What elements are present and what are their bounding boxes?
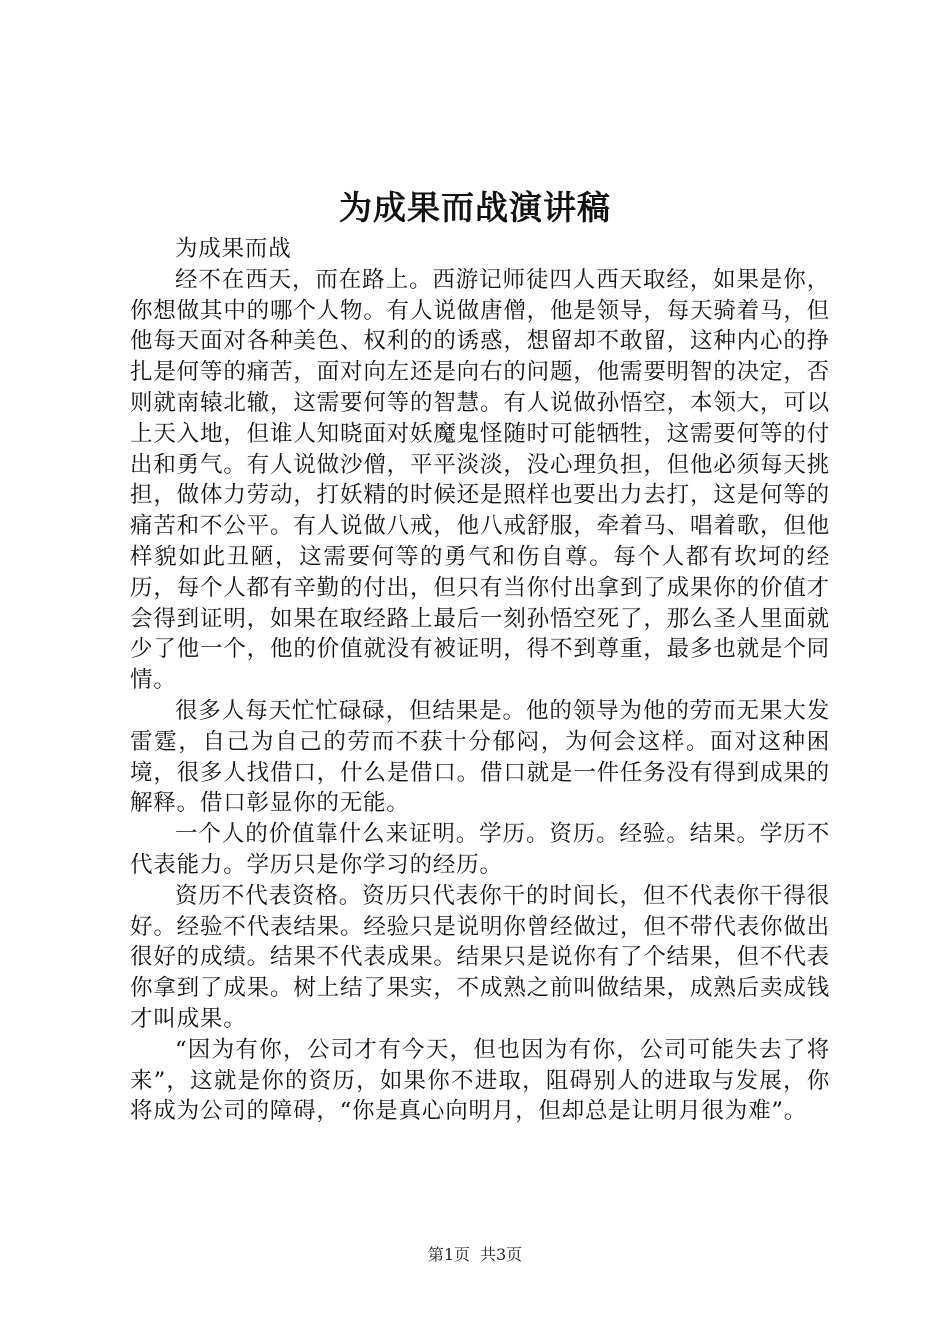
page-number: 第1页 [427, 1245, 470, 1264]
paragraph-value-proof: 一个人的价值靠什么来证明。学历。资历。经验。结果。学历不代表能力。学历只是你学习的经历。 [130, 821, 830, 878]
page-footer [0, 1244, 950, 1266]
paragraph-excuses: 很多人每天忙忙碌碌，但结果是。他的领导为他的劳而无果大发雷霆，自己为自己的劳而不获十分郁闷，为何会这样。面对这种困境，很多人找借口，什么是借口。借口就是一件任务没有得到成果的解释。借口彰显你的无能。 [130, 697, 830, 817]
paragraph-journey-west: 经不在西天，而在路上。西游记师徒四人西天取经，如果是你，你想做其中的哪个人物。有人说做唐僧，他是领导，每天骑着马，但他每天面对各种美色、权利的的诱惑，想留却不敢留，这种内心的挣扎是何等的痛苦，面对向左还是向右的问题，他需要明智的决定，否则就南辕北辙，这需要何等的智慧。有人说做孙悟空，本领大，可以上天入地，但谁人知晓面对妖魔鬼怪随时可能牺牲，这需要何等的付出和勇气。有人说做沙僧，平平淡淡，没心理负担，但他必须每天挑担，做体力劳动，打妖精的时候还是照样也要出力去打，这是何等的痛苦和不公平。有人说做八戒，他八戒舒服，牵着马、唱着歌，但他样貌如此丑陋，这需要何等的勇气和伤自尊。每个人都有坎坷的经历，每个人都有辛勤的付出，但只有当你付出拿到了成果你的价值才会得到证明，如果在取经路上最后一刻孙悟空死了，那么圣人里面就少了他一个，他的价值就没有被证明，得不到尊重，最多也就是个同情。 [130, 266, 830, 694]
document-body [130, 234, 830, 1127]
paragraph-quote: “因为有你，公司才有今天，但也因为有你，公司可能失去了将来”，这就是你的资历，如果你不进取，阻碍别人的进取与发展，你将成为公司的障碍，“你是真心向明月，但却总是让明月很为难”。 [130, 1036, 830, 1125]
page-total: 共3页 [480, 1245, 523, 1264]
paragraph-subtitle: 为成果而战 [175, 236, 292, 262]
document-title: 为成果而战演讲稿 [339, 188, 611, 227]
paragraph-seniority: 资历不代表资格。资历只代表你干的时间长，但不代表你干得很好。经验不代表结果。经验只是说明你曾经做过，但不带代表你做出很好的成绩。结果不代表成果。结果只是说你有了个结果，但不代表你拿到了成果。树上结了果实，不成熟之前叫做结果，成熟后卖成钱才叫成果。 [130, 882, 830, 1032]
